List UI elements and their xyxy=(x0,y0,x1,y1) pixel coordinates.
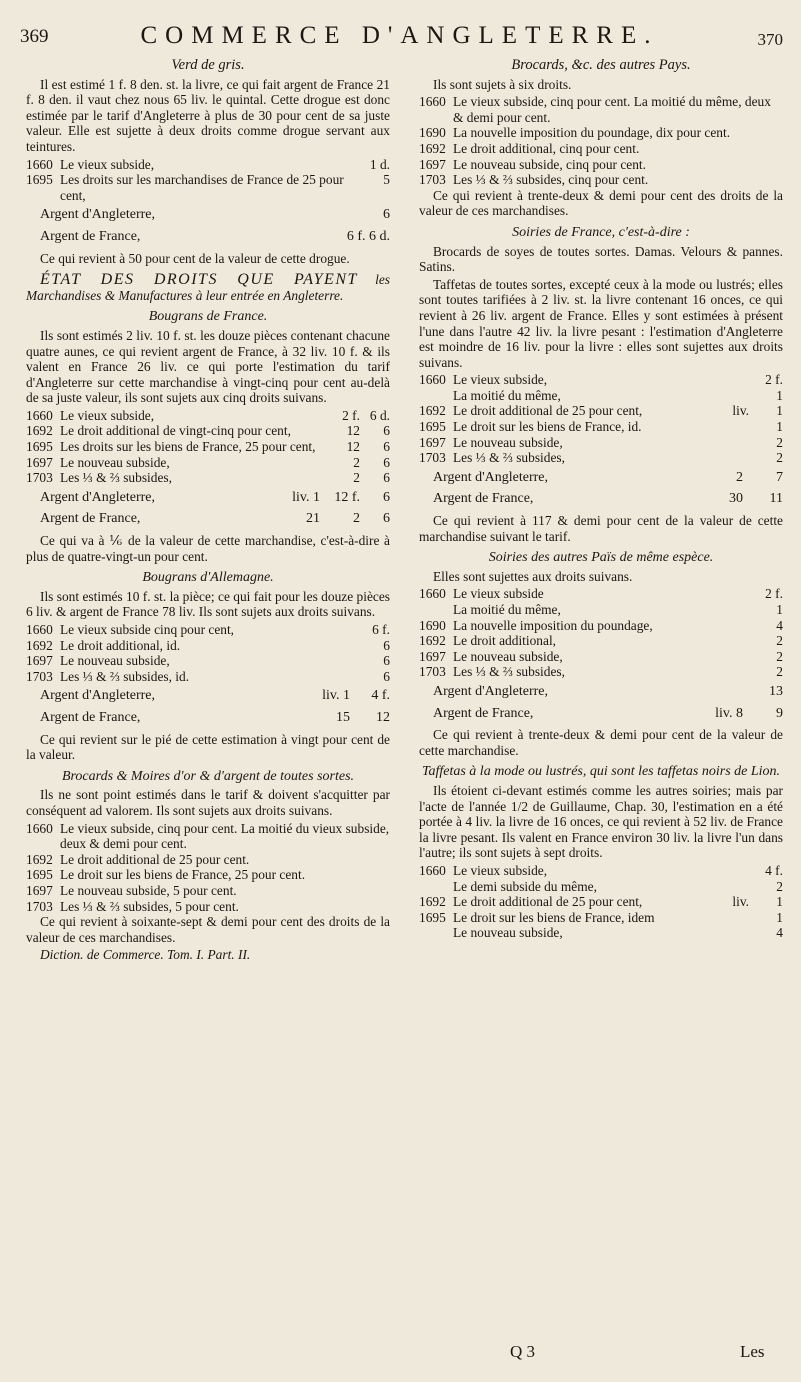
duty-row xyxy=(419,403,783,419)
duty-label: Le vieux subside cinq pour cent, xyxy=(60,622,235,637)
duty-row xyxy=(26,439,390,455)
total-amount: 12 xyxy=(376,709,390,725)
amount: 2 f. xyxy=(765,372,783,388)
total-row xyxy=(433,684,783,700)
amount: 2 xyxy=(776,434,783,450)
year: 1692 xyxy=(26,851,53,867)
running-header xyxy=(18,22,785,52)
paragraph: Ce qui revient à trente-deux & demi pour cent de la valeur de cette marchandise. xyxy=(419,727,783,758)
paragraph: Taffetas de toutes sortes, excepté ceux à la mode ou lustrés; elles sont toutes tarifiées à 2 liv. st. la livre contenant 16 onces, ce qui revient à 26 liv. argent de France. Elles y sont estimées à présent l'une dans l'autre 42 liv. la livre pesant : l'estimation d'Angleterre est moindre de 16 liv. pour la livre : elles sont sujettes aux droits suivans. xyxy=(419,276,783,370)
total-amount: 12 f. xyxy=(334,489,360,505)
heading-rest: les Marchandises & Manufactures à leur entrée en Angleterre. xyxy=(26,272,390,303)
year: 1692 xyxy=(26,637,53,653)
amount: 6 xyxy=(383,668,390,684)
amount: 1 xyxy=(776,403,783,419)
year: 1690 xyxy=(419,125,446,141)
paragraph: Ce qui revient à trente-deux & demi pour cent des droits de la valeur de ces marchandises. xyxy=(419,187,783,219)
duty-label: Les ⅓ & ⅔ subsides, id. xyxy=(60,668,190,684)
paragraph: Ce qui revient à 117 & demi pour cent de la valeur de cette marchandise suivant le tarif. xyxy=(419,513,783,544)
year: 1697 xyxy=(419,156,446,172)
duty-label: Le vieux subside, xyxy=(453,372,548,388)
right-column xyxy=(419,58,783,941)
running-title: COMMERCE D'ANGLETERRE. xyxy=(140,22,659,49)
duty-row xyxy=(419,586,783,602)
total-label: Argent de France, xyxy=(433,491,534,507)
duty-label: Le droit additional de 25 pour cent, xyxy=(453,403,643,419)
duty-row xyxy=(419,372,783,388)
duty-label: Le vieux subside, xyxy=(60,156,155,172)
total-row xyxy=(40,710,390,726)
catchword: Les xyxy=(740,1342,765,1361)
duty-row xyxy=(419,879,783,895)
duty-row xyxy=(419,435,783,451)
amount: 2 f. xyxy=(342,407,360,423)
total-row xyxy=(433,470,783,486)
total-amount: 11 xyxy=(769,491,783,507)
total-label: Argent de France, xyxy=(40,228,141,244)
duty-row xyxy=(419,141,783,157)
total-amount: 21 xyxy=(306,511,320,527)
amount: 2 xyxy=(353,470,360,486)
duty-row xyxy=(26,408,390,424)
year: 1692 xyxy=(419,633,446,649)
amount: 6 xyxy=(383,653,390,669)
amount: 4 xyxy=(776,617,783,633)
total-label: Argent d'Angleterre, xyxy=(40,489,156,505)
duty-row xyxy=(419,94,783,125)
unit: liv. xyxy=(732,403,749,419)
year: 1660 xyxy=(26,820,53,836)
total-row xyxy=(40,229,390,245)
duty-row xyxy=(26,653,390,669)
duty-label: Le droit additional, xyxy=(453,633,557,649)
total-amount: liv. 1 xyxy=(322,688,350,704)
duty-row xyxy=(26,638,390,654)
amount: 2 xyxy=(776,664,783,680)
section-title: Verd de gris. xyxy=(171,57,245,73)
year: 1660 xyxy=(419,372,446,388)
duty-label: Le droit sur les biens de France, idem xyxy=(453,909,655,925)
amount: 6 xyxy=(383,637,390,653)
duty-label: La moitié du même, xyxy=(453,387,561,403)
amount: 2 xyxy=(353,454,360,470)
paragraph: Ils étoient ci-devant estimés comme les autres soiries; mais par l'acte de l'année 1/2 de Guillaume, Chap. 30, l'estimation en a été portée à 4 liv. la livre de 16 onces, ce qui revient à 52 liv. de France la livre pesant. Ils valent en France environ 30 liv. la livre l'un dans l'autre; ils sont sujets à sept droits. xyxy=(419,782,783,861)
total-row xyxy=(40,688,390,704)
total-amount: liv. 8 xyxy=(715,705,743,721)
duty-row xyxy=(26,821,390,852)
duty-row xyxy=(419,602,783,618)
amount: 6 xyxy=(383,470,390,486)
duty-row xyxy=(419,925,783,941)
duty-label: La moitié du même, xyxy=(453,602,561,617)
duty-row xyxy=(419,450,783,466)
paragraph: Ce qui revient à soixante-sept & demi pour cent des droits de la valeur de ces marchandises. xyxy=(26,914,390,945)
duty-row xyxy=(26,622,390,638)
year: 1660 xyxy=(419,586,446,602)
duty-label: Le droit additional de vingt-cinq pour cent, xyxy=(60,423,291,439)
duty-label: La nouvelle imposition du poundage, xyxy=(453,617,653,633)
duty-label: Les ⅓ & ⅔ subsides, xyxy=(60,470,172,486)
total-label: Argent de France, xyxy=(40,709,141,725)
total-amount: 15 xyxy=(336,709,350,725)
duty-label: Les ⅓ & ⅔ subsides, cinq pour cent. xyxy=(453,172,649,188)
duty-row xyxy=(26,470,390,486)
total-amount: liv. 1 xyxy=(292,489,320,505)
amount: 6 xyxy=(383,454,390,470)
total-amount: 6 xyxy=(383,489,390,505)
year: 1660 xyxy=(26,407,53,423)
year: 1703 xyxy=(26,898,53,914)
amount: 4 f. xyxy=(765,862,783,878)
year: 1690 xyxy=(419,617,446,633)
amount: 5 xyxy=(383,172,390,188)
duty-row xyxy=(419,172,783,188)
duty-label: Le vieux subside, cinq pour cent. La moitié du vieux subside, deux & demi pour cent. xyxy=(60,820,390,852)
duty-row xyxy=(26,669,390,685)
left-column xyxy=(26,58,390,965)
duty-label: Les droits sur les marchandises de France de 25 pour cent, xyxy=(60,172,344,203)
duty-label: La nouvelle imposition du poundage, dix pour cent. xyxy=(453,125,731,141)
duty-label: Les ⅓ & ⅔ subsides, xyxy=(453,450,565,466)
year: 1697 xyxy=(419,434,446,450)
amount: 4 xyxy=(776,925,783,941)
total-amount: 6 xyxy=(383,207,390,223)
total-amount: 30 xyxy=(729,491,743,507)
duty-row xyxy=(419,157,783,173)
paragraph: Ce qui revient à 50 pour cent de la valeur de cette drogue. xyxy=(40,250,350,266)
total-label: Argent d'Angleterre, xyxy=(40,688,156,704)
footer-reference: Diction. de Commerce. Tom. I. Part. II. xyxy=(40,947,251,963)
duty-row xyxy=(419,618,783,634)
total-row xyxy=(433,491,783,507)
paragraph: Ils sont sujets à six droits. xyxy=(433,76,572,92)
subsection-title: Bougrans de France. xyxy=(148,309,268,325)
section-title: Brocards, &c. des autres Pays. xyxy=(511,57,691,73)
amount: 6 d. xyxy=(369,407,390,423)
amount: 1 xyxy=(776,894,783,910)
year: 1697 xyxy=(26,653,53,669)
duty-row xyxy=(26,852,390,868)
year: 1703 xyxy=(419,664,446,680)
duty-label: Les droits sur les biens de France, 25 pour cent, xyxy=(60,439,316,455)
amount: 6 f. xyxy=(372,622,390,637)
amount: 2 xyxy=(776,648,783,664)
total-label: Argent d'Angleterre, xyxy=(433,469,549,485)
amount: 1 d. xyxy=(369,156,390,172)
year: 1703 xyxy=(419,172,446,188)
year: 1660 xyxy=(26,156,53,172)
year: 1695 xyxy=(26,172,53,188)
year: 1703 xyxy=(26,668,53,684)
duty-row xyxy=(419,633,783,649)
total-amount: 9 xyxy=(776,705,783,721)
section-heading xyxy=(26,272,390,303)
duty-row xyxy=(419,419,783,435)
duty-label: Le nouveau subside, xyxy=(453,648,563,664)
paragraph: Elles sont sujettes aux droits suivans. xyxy=(433,568,633,584)
subsection-title: Soiries des autres Païs de même espèce. xyxy=(488,550,714,566)
total-row xyxy=(40,207,390,223)
paragraph: Ce qui va à ⅙ de la valeur de cette marchandise, c'est-à-dire à plus de quatre-vingt-un pour cent. xyxy=(26,533,390,564)
duty-label: Les ⅓ & ⅔ subsides, xyxy=(453,664,565,680)
duty-label: Le nouveau subside, cinq pour cent. xyxy=(453,156,646,172)
amount: 1 xyxy=(776,909,783,925)
amount: 2 xyxy=(776,633,783,649)
duty-label: Le nouveau subside, xyxy=(453,434,563,450)
year: 1660 xyxy=(419,94,446,110)
amount: 6 xyxy=(383,423,390,439)
paragraph: Ils sont estimés 10 f. st. la pièce; ce qui fait pour les douze pièces 6 liv. & argent de France 78 liv. Ils sont sujets aux droits suivans. xyxy=(26,588,390,620)
paragraph: Ils sont estimés 2 liv. 10 f. st. les douze pièces contenant chacune quatre aunes, ce qui revient argent de France, à 32 liv. 10 f. & ils valent en France 26 liv. ce qui porte l'estimation du tarif d'Angleterre sur cette marchandise à vingt-cinq pour cent au-delà de sa juste valeur, ils sont sujets aux cinq droits suivans. xyxy=(26,327,390,406)
total-amount: 2 xyxy=(353,511,360,527)
total-label: Argent de France, xyxy=(40,511,141,527)
year: 1697 xyxy=(26,454,53,470)
year: 1695 xyxy=(419,419,446,435)
total-label: Argent de France, xyxy=(433,705,534,721)
total-row xyxy=(40,511,390,527)
year: 1703 xyxy=(419,450,446,466)
paragraph: Ils ne sont point estimés dans le tarif & doivent s'acquitter par conséquent ad valorem. Ils sont sujets aux droits suivans. xyxy=(26,787,390,818)
duty-label: Le droit additional de 25 pour cent. xyxy=(60,851,250,867)
duty-row xyxy=(419,894,783,910)
duty-row xyxy=(26,867,390,883)
subsection-title: Bougrans d'Allemagne. xyxy=(142,570,274,586)
total-amount: 2 xyxy=(736,469,743,485)
amount: 6 xyxy=(383,439,390,455)
amount: 2 xyxy=(776,450,783,466)
subsection-title: Soiries de France, c'est-à-dire : xyxy=(512,224,690,240)
duty-label: Le droit additional de 25 pour cent, xyxy=(453,894,643,910)
year: 1692 xyxy=(419,894,446,910)
page-number-left: 369 xyxy=(20,26,49,47)
duty-label: Le nouveau subside, xyxy=(60,653,170,669)
total-amount: 13 xyxy=(769,683,783,699)
year: 1660 xyxy=(419,862,446,878)
subsection-title: Taffetas à la mode ou lustrés, qui sont les taffetas noirs de Lion. xyxy=(421,764,781,780)
duty-row xyxy=(26,423,390,439)
total-row xyxy=(40,490,390,506)
year: 1697 xyxy=(26,882,53,898)
year: 1697 xyxy=(419,648,446,664)
duty-row xyxy=(419,125,783,141)
year: 1695 xyxy=(26,867,53,883)
duty-label: Le nouveau subside, xyxy=(453,925,563,941)
duty-label: Le droit additional, cinq pour cent. xyxy=(453,140,640,156)
duty-row xyxy=(419,664,783,680)
duty-row xyxy=(419,649,783,665)
amount: 12 xyxy=(346,439,360,455)
duty-row xyxy=(26,899,390,915)
duty-label: Le vieux subside xyxy=(453,586,544,602)
duty-row xyxy=(419,910,783,926)
total-amount: 4 f. xyxy=(371,688,390,704)
amount: 1 xyxy=(776,419,783,435)
total-amount: 6 xyxy=(383,511,390,527)
year: 1692 xyxy=(419,140,446,156)
duty-label: Le vieux subside, xyxy=(60,407,155,423)
total-label: Argent d'Angleterre, xyxy=(40,207,156,223)
heading-caps: ÉTAT DES DROITS QUE PAYENT xyxy=(40,271,358,289)
paragraph: Brocards de soyes de toutes sortes. Damas. Velours & pannes. Satins. xyxy=(419,243,783,275)
signature-mark: Q 3 xyxy=(510,1342,536,1361)
duty-label: Le droit additional, id. xyxy=(60,637,181,653)
duty-label: Les ⅓ & ⅔ subsides, 5 pour cent. xyxy=(60,898,239,914)
duty-label: Le vieux subside, xyxy=(453,862,548,878)
duty-row xyxy=(26,883,390,899)
duty-row xyxy=(26,157,390,173)
year: 1703 xyxy=(26,470,53,486)
year: 1695 xyxy=(419,909,446,925)
paragraph: Ce qui revient sur le pié de cette estimation à vingt pour cent de la valeur. xyxy=(26,731,390,763)
duty-row xyxy=(26,172,390,203)
total-label: Argent d'Angleterre, xyxy=(433,683,549,699)
duty-row xyxy=(419,388,783,404)
year: 1660 xyxy=(26,622,53,637)
duty-row xyxy=(419,863,783,879)
duty-label: Le droit sur les biens de France, id. xyxy=(453,419,642,435)
amount: 1 xyxy=(776,602,783,617)
amount: 12 xyxy=(346,423,360,439)
amount: 1 xyxy=(776,387,783,403)
subsection-title: Brocards & Moires d'or & d'argent de toutes sortes. xyxy=(61,768,355,784)
duty-label: Le vieux subside, cinq pour cent. La moitié du même, deux & demi pour cent. xyxy=(453,94,771,125)
total-amount: 7 xyxy=(776,469,783,485)
duty-label: Le droit sur les biens de France, 25 pour cent. xyxy=(60,867,306,883)
page-number-right: 370 xyxy=(757,30,783,49)
year: 1692 xyxy=(26,423,53,439)
year: 1695 xyxy=(26,439,53,455)
duty-row xyxy=(26,455,390,471)
duty-label: Le nouveau subside, xyxy=(60,454,170,470)
year: 1692 xyxy=(419,403,446,419)
unit: liv. xyxy=(732,894,749,910)
duty-label: Le demi subside du même, xyxy=(453,878,597,894)
amount: 2 f. xyxy=(765,586,783,602)
total-row xyxy=(433,706,783,722)
total-amount: 6 f. 6 d. xyxy=(346,228,390,244)
duty-label: Le nouveau subside, 5 pour cent. xyxy=(60,882,237,898)
amount: 2 xyxy=(776,878,783,894)
paragraph: Il est estimé 1 f. 8 den. st. la livre, ce qui fait argent de France 21 f. 8 den. il vaut chez nous 65 liv. le quintal. Cette drogue est donc estimée par le tarif d'Angleterre à plus de 30 pour cent de sa juste valeur. Elle est sujette à deux droits comme drogue servant aux teintures. xyxy=(26,76,390,154)
